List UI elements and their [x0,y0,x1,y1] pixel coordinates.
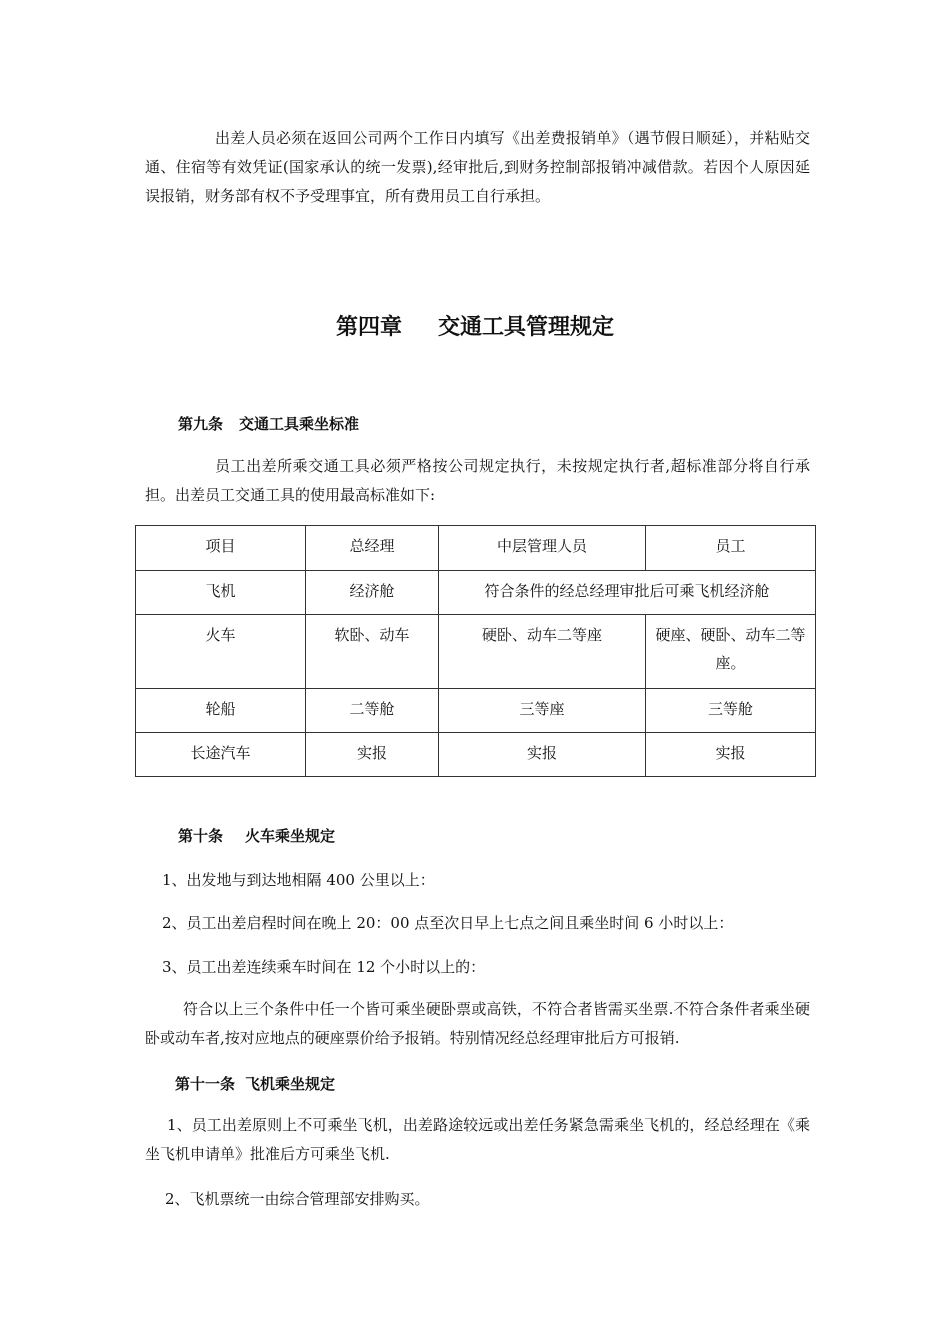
table-header-cell: 中层管理人员 [439,526,646,571]
article-11-item-2: 2、飞机票统一由综合管理部安排购买。 [165,1190,430,1208]
table-cell: 三等座 [439,689,646,733]
article-10-heading [178,825,335,846]
article-11-item-1: 1、员工出差原则上不可乘坐飞机，出差路途较远或出差任务紧急需乘坐飞机的，经总经理在《乘坐飞机申请单》批准后方可乘坐飞机. [145,1116,810,1163]
table-cell: 软卧、动车 [306,615,439,689]
table-row [136,733,816,777]
article-10-item-3: 3、员工出差连续乘车时间在 12 个小时以上的： [162,958,486,976]
article-9-text: 员工出差所乘交通工具必须严格按公司规定执行，未按规定执行者,超标准部分将自行承担。出差员工交通工具的使用最高标准如下: [145,457,810,504]
table-header-cell: 项目 [136,526,306,571]
article-9-heading [178,413,359,434]
chapter-number: 第四章 [335,315,402,340]
article-10-text: 符合以上三个条件中任一个皆可乘坐硬卧票或高铁，不符合者皆需买坐票.不符合条件者乘坐硬卧或动车者,按对应地点的硬座票价给予报销。特别情况经总经理审批后方可报销. [145,1000,810,1047]
chapter-title: 交通工具管理规定 [438,315,615,340]
table-cell: 硬座、硬卧、动车二等座。 [646,615,816,689]
table-cell: 火车 [136,615,306,689]
article-9-title: 交通工具乘坐标准 [239,415,360,433]
table-cell: 长途汽车 [136,733,306,777]
table-header-cell: 员工 [646,526,816,571]
table-cell: 实报 [439,733,646,777]
table-cell: 二等舱 [306,689,439,733]
article-11-heading [175,1073,335,1094]
table-header-row [136,526,816,571]
table-row [136,615,816,689]
table-cell: 实报 [646,733,816,777]
table-cell-merged: 符合条件的经总经理审批后可乘飞机经济舱 [439,571,816,615]
table-cell: 经济舱 [306,571,439,615]
table-cell: 飞机 [136,571,306,615]
table-cell: 实报 [306,733,439,777]
article-10-item-2: 2、员工出差启程时间在晚上 20：00 点至次日早上七点之间且乘坐时间 6 小时以上： [162,914,734,932]
table-row [136,689,816,733]
article-10-item-1: 1、出发地与到达地相隔 400 公里以上： [162,871,435,889]
table-cell: 硬卧、动车二等座 [439,615,646,689]
table-row [136,571,816,615]
intro-paragraph: 出差人员必须在返回公司两个工作日内填写《出差费报销单》（遇节假日顺延），并粘贴交通、住宿等有效凭证(国家承认的统一发票),经审批后,到财务控制部报销冲减借款。若因个人原因延误报销，财务部有权不予受理事宜，所有费用员工自行承担。 [145,129,810,205]
article-9-number: 第九条 [178,415,224,433]
article-11-number: 第十一条 [175,1075,236,1093]
article-10-title: 火车乘坐规定 [245,827,336,845]
article-10-number: 第十条 [178,827,224,845]
transport-standard-table [135,525,816,777]
article-11-title: 飞机乘坐规定 [245,1075,336,1093]
chapter-heading [0,310,950,341]
table-cell: 轮船 [136,689,306,733]
table-header-cell: 总经理 [306,526,439,571]
table-cell: 三等舱 [646,689,816,733]
